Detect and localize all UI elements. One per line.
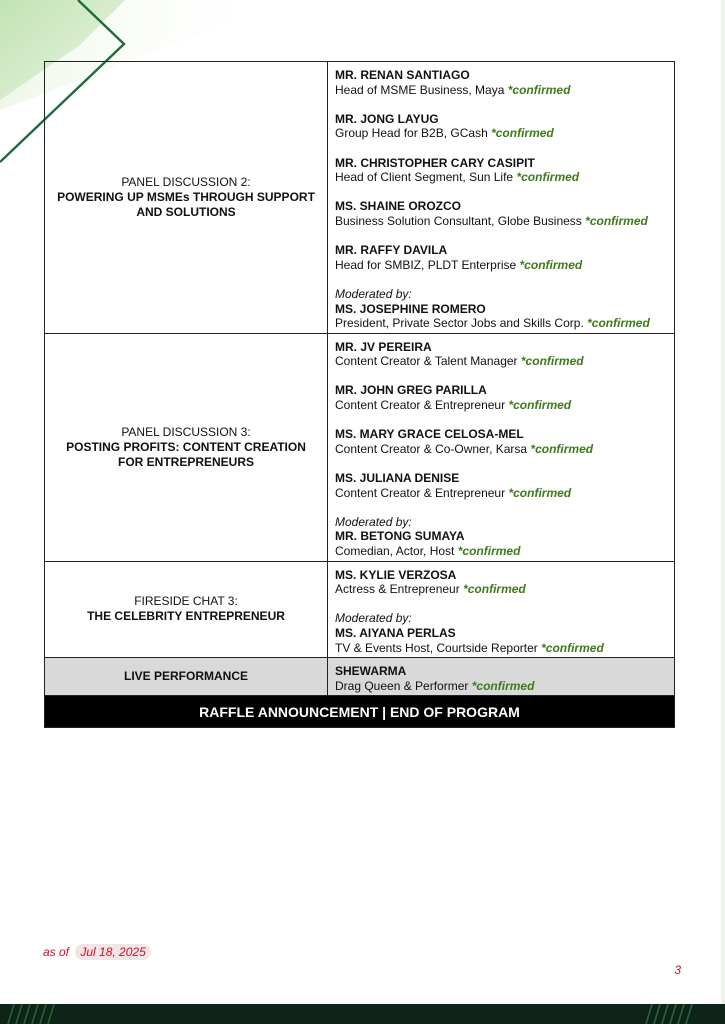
speaker-name: MS. JOSEPHINE ROMERO xyxy=(335,301,486,316)
moderated-by-label: Moderated by: xyxy=(335,611,412,626)
session-cell xyxy=(45,333,328,561)
speaker-entry xyxy=(335,427,674,456)
confirmed-status: *confirmed xyxy=(585,213,648,228)
speaker-role-text: Group Head for B2B, GCash xyxy=(335,126,492,141)
live-performance-row xyxy=(45,658,675,696)
session-title: THE CELEBRITY ENTREPRENEUR xyxy=(87,609,285,624)
speaker-role-text: Head of Client Segment, Sun Life xyxy=(335,170,517,185)
confirmed-status: *confirmed xyxy=(541,640,604,655)
speaker-role xyxy=(335,83,674,98)
speaker-role xyxy=(335,126,674,141)
speaker-entry xyxy=(335,243,674,272)
speaker-role-text: Content Creator & Entrepreneur xyxy=(335,485,509,500)
program-row xyxy=(45,62,675,334)
speaker-name: MR. JOHN GREG PARILLA xyxy=(335,383,487,398)
speaker-name: MS. JULIANA DENISE xyxy=(335,471,460,486)
confirmed-status: *confirmed xyxy=(530,441,594,456)
moderator-entry xyxy=(335,515,674,559)
as-of-label: as of xyxy=(43,945,70,959)
speaker-role xyxy=(335,214,674,229)
speaker-entry xyxy=(335,156,674,185)
speaker-entry xyxy=(335,568,674,597)
speaker-role xyxy=(335,582,674,597)
confirmed-status: *confirmed xyxy=(463,582,526,597)
live-performance-label: LIVE PERFORMANCE xyxy=(45,658,328,696)
speaker-role xyxy=(335,641,674,656)
moderated-by-label: Moderated by: xyxy=(335,286,412,301)
moderator-entry xyxy=(335,611,674,655)
performer-role xyxy=(335,679,674,694)
speaker-role-text: Actress & Entrepreneur xyxy=(335,582,464,597)
speaker-entry xyxy=(335,383,674,412)
performer-role-text: Drag Queen & Performer xyxy=(335,678,472,693)
speaker-role xyxy=(335,398,674,413)
speaker-role-text: Content Creator & Entrepreneur xyxy=(335,398,509,413)
speaker-role-text: Comedian, Actor, Host xyxy=(335,544,458,558)
confirmed-status: *confirmed xyxy=(519,257,583,272)
speakers-cell xyxy=(328,561,675,658)
performer-entry xyxy=(335,664,674,693)
speaker-entry xyxy=(335,68,674,97)
footer-stripes xyxy=(0,1004,725,1024)
moderated-by-label: Moderated by: xyxy=(335,514,412,529)
speaker-entry xyxy=(335,112,674,141)
speakers-cell xyxy=(328,62,675,334)
speaker-name: MR. CHRISTOPHER CARY CASIPIT xyxy=(335,155,535,170)
speaker-name: MR. RENAN SANTIAGO xyxy=(335,68,470,82)
speaker-name: MR. JONG LAYUG xyxy=(335,111,439,126)
speaker-name: MS. MARY GRACE CELOSA-MEL xyxy=(335,427,524,442)
as-of-date: Jul 18, 2025 xyxy=(75,944,150,960)
speaker-role-text: Content Creator & Talent Manager xyxy=(335,354,521,369)
speaker-name: MS. SHAINE OROZCO xyxy=(335,199,462,214)
speaker-name: MR. JV PEREIRA xyxy=(335,339,432,354)
moderator-entry xyxy=(335,287,674,331)
session-title: POSTING PROFITS: CONTENT CREATION FOR ENTREPRENEURS xyxy=(66,439,306,469)
speaker-name: MR. BETONG SUMAYA xyxy=(335,529,465,544)
speaker-role xyxy=(335,442,674,457)
speaker-role xyxy=(335,486,674,501)
speaker-role-text: TV & Events Host, Courtside Reporter xyxy=(335,640,542,655)
speaker-role xyxy=(335,170,674,185)
session-kind: FIRESIDE CHAT 3: xyxy=(134,594,238,609)
session-kind: PANEL DISCUSSION 3: xyxy=(121,424,251,439)
confirmed-status: *confirmed xyxy=(508,485,572,500)
speaker-entry xyxy=(335,340,674,369)
program-table xyxy=(44,61,675,728)
performer-cell xyxy=(328,658,675,696)
program-row xyxy=(45,333,675,561)
speaker-role xyxy=(335,354,674,369)
speaker-role-text: Business Solution Consultant, Globe Business xyxy=(335,213,586,228)
confirmed-status: *confirmed xyxy=(520,354,584,369)
confirmed-status: *confirmed xyxy=(507,82,571,97)
speaker-role-text: Content Creator & Co-Owner, Karsa xyxy=(335,441,531,456)
confirmed-status: *confirmed xyxy=(516,170,580,185)
session-kind: PANEL DISCUSSION 2: xyxy=(121,174,251,189)
confirmed-status: *confirmed xyxy=(491,126,554,141)
confirmed-status: *confirmed xyxy=(471,678,535,693)
performer-name: SHEWARMA xyxy=(335,664,407,679)
page-number: 3 xyxy=(674,963,681,977)
speaker-entry xyxy=(335,199,674,228)
program-row xyxy=(45,561,675,658)
speaker-name: MR. RAFFY DAVILA xyxy=(335,243,448,258)
speaker-name: MS. AIYANA PERLAS xyxy=(335,625,456,640)
session-cell xyxy=(45,62,328,334)
speaker-role-text: Head for SMBIZ, PLDT Enterprise xyxy=(335,257,520,272)
confirmed-status: *confirmed xyxy=(508,398,572,413)
session-cell xyxy=(45,561,328,658)
speaker-role xyxy=(335,316,674,331)
speaker-role xyxy=(335,258,674,273)
speaker-role xyxy=(335,544,674,559)
raffle-row xyxy=(45,696,675,728)
raffle-announcement: RAFFLE ANNOUNCEMENT | END OF PROGRAM xyxy=(45,696,675,728)
speaker-role-text: Head of MSME Business, Maya xyxy=(335,82,508,97)
speaker-entry xyxy=(335,471,674,500)
footer-bar xyxy=(0,1004,725,1024)
confirmed-status: *confirmed xyxy=(457,544,521,558)
confirmed-status: *confirmed xyxy=(587,316,650,331)
as-of-note xyxy=(43,945,151,959)
session-title: POWERING UP MSMEs THROUGH SUPPORT AND SOLUTIONS xyxy=(57,189,315,219)
speakers-cell xyxy=(328,333,675,561)
speaker-name: MS. KYLIE VERZOSA xyxy=(335,567,457,582)
speaker-role-text: President, Private Sector Jobs and Skills Corp. xyxy=(335,316,588,331)
page-edge xyxy=(721,0,725,1024)
